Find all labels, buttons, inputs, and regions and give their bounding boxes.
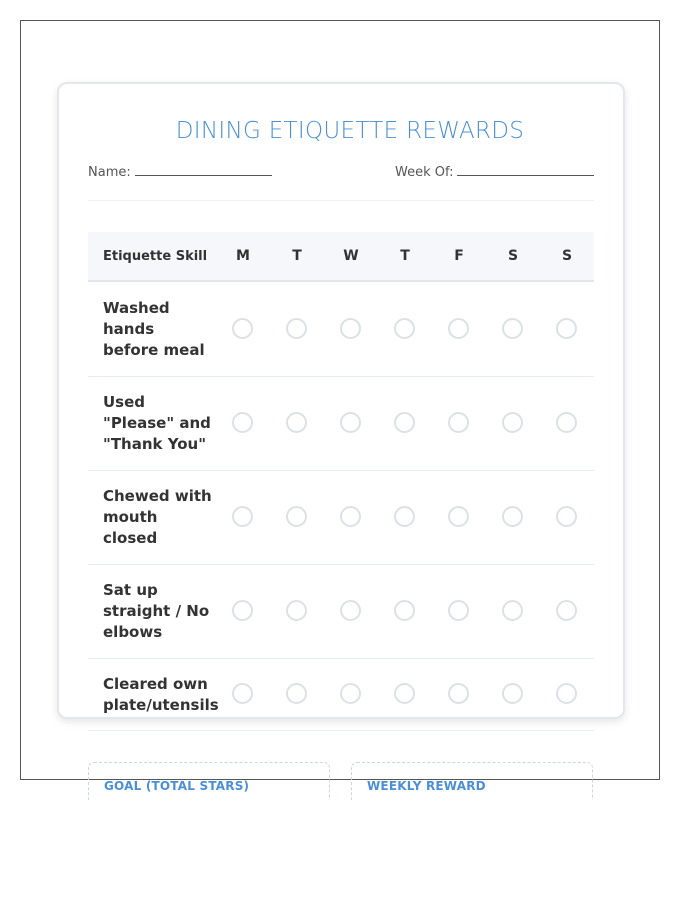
- checkbox-circle[interactable]: [448, 318, 469, 339]
- day-header-wed: W: [343, 248, 359, 264]
- chart-title: DINING ETIQUETTE REWARDS: [175, 118, 525, 144]
- day-header-thu: T: [400, 248, 410, 264]
- checkbox-circle[interactable]: [286, 600, 307, 621]
- table-row: [88, 564, 594, 659]
- checkbox-circle[interactable]: [556, 683, 577, 704]
- table-header: [88, 232, 594, 282]
- checkbox-circle[interactable]: [448, 506, 469, 527]
- table-row: [88, 470, 594, 565]
- day-header-tue: T: [292, 248, 302, 264]
- checkbox-circle[interactable]: [286, 318, 307, 339]
- name-blank-line[interactable]: [135, 163, 272, 176]
- checkbox-circle[interactable]: [286, 412, 307, 433]
- checkbox-circle[interactable]: [232, 683, 253, 704]
- header-divider: [88, 200, 594, 201]
- week-label: Week Of:: [395, 165, 454, 180]
- day-header-sun: S: [561, 248, 573, 264]
- table-row: [88, 282, 594, 377]
- checkbox-circle[interactable]: [232, 318, 253, 339]
- reward-label: WEEKLY REWARD: [367, 779, 486, 793]
- checkbox-circle[interactable]: [394, 506, 415, 527]
- viewport-clip: [0, 800, 700, 900]
- checkbox-circle[interactable]: [340, 683, 361, 704]
- checkbox-circle[interactable]: [556, 506, 577, 527]
- name-label: Name:: [88, 165, 131, 180]
- table-row: [88, 658, 594, 716]
- checkbox-circle[interactable]: [502, 683, 523, 704]
- checkbox-circle[interactable]: [340, 600, 361, 621]
- week-blank-line[interactable]: [457, 163, 594, 176]
- checkbox-circle[interactable]: [340, 412, 361, 433]
- checkbox-circle[interactable]: [286, 683, 307, 704]
- week-field[interactable]: [395, 163, 594, 180]
- checkbox-circle[interactable]: [502, 318, 523, 339]
- checkbox-circle[interactable]: [394, 683, 415, 704]
- checkbox-circle[interactable]: [556, 318, 577, 339]
- checkbox-circle[interactable]: [340, 506, 361, 527]
- checkbox-circle[interactable]: [232, 412, 253, 433]
- goal-label: GOAL (TOTAL STARS): [104, 779, 250, 793]
- skill-label: Washed hands before meal: [103, 299, 205, 359]
- checkbox-circle[interactable]: [286, 506, 307, 527]
- checkbox-circle[interactable]: [394, 600, 415, 621]
- checkbox-circle[interactable]: [502, 600, 523, 621]
- checkbox-circle[interactable]: [448, 600, 469, 621]
- checkbox-circle[interactable]: [448, 683, 469, 704]
- checkbox-circle[interactable]: [232, 506, 253, 527]
- checkbox-circle[interactable]: [556, 600, 577, 621]
- checkbox-circle[interactable]: [556, 412, 577, 433]
- day-header-fri: F: [454, 248, 464, 264]
- checkbox-circle[interactable]: [394, 318, 415, 339]
- name-field[interactable]: [88, 163, 272, 180]
- skill-label: Chewed with mouth closed: [103, 487, 212, 547]
- skill-column-header: Etiquette Skill: [103, 249, 208, 264]
- table-bottom-divider: [88, 730, 594, 731]
- day-header-sat: S: [507, 248, 519, 264]
- checkbox-circle[interactable]: [394, 412, 415, 433]
- skill-label: Used "Please" and "Thank You": [103, 393, 211, 453]
- checkbox-circle[interactable]: [448, 412, 469, 433]
- checkbox-circle[interactable]: [340, 318, 361, 339]
- table-row: [88, 376, 594, 471]
- skill-label: Sat up straight / No elbows: [103, 581, 210, 641]
- checkbox-circle[interactable]: [502, 506, 523, 527]
- day-header-mon: M: [236, 248, 250, 264]
- checkbox-circle[interactable]: [502, 412, 523, 433]
- skill-label: Cleared own plate/utensils: [103, 675, 219, 714]
- checkbox-circle[interactable]: [232, 600, 253, 621]
